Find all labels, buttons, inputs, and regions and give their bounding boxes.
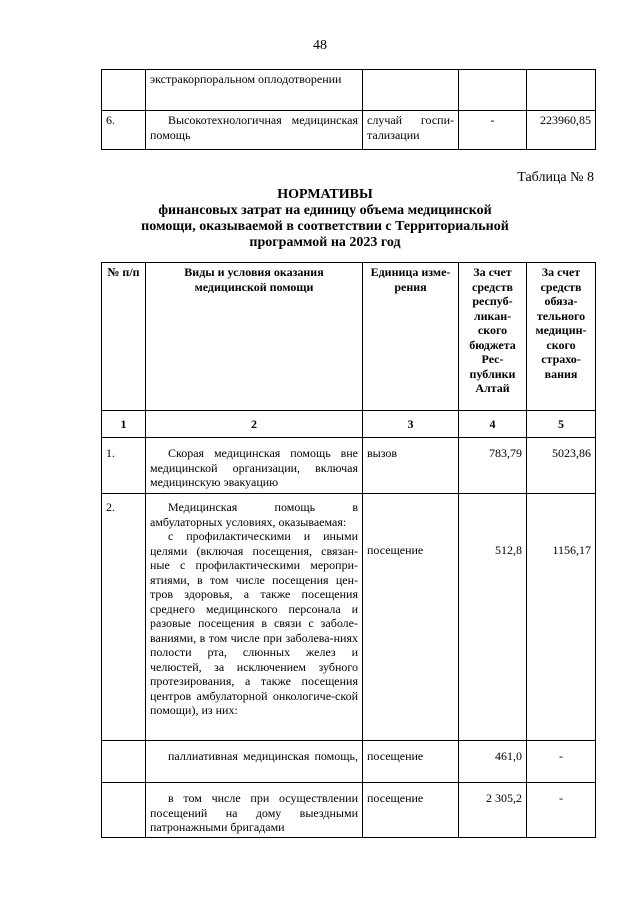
row-budget: [459, 70, 527, 111]
title-line: программой на 2023 год: [249, 235, 401, 250]
row-name-cell: [146, 494, 363, 741]
table-label: Таблица № 8: [517, 170, 594, 185]
row-num: [102, 783, 146, 838]
table-row: [102, 741, 596, 783]
title-line: помощи, оказываемой в соответствии с Территориальной: [141, 219, 509, 234]
header-name: Виды и условия оказания медицинской помощи: [146, 263, 363, 411]
row-budget: 2 305,2: [459, 783, 527, 838]
row-unit: посещение: [363, 741, 459, 783]
row-num: 1.: [102, 438, 146, 494]
row-num: [102, 741, 146, 783]
row-unit: посещение: [363, 783, 459, 838]
col-number: 3: [363, 411, 459, 438]
title-line: финансовых затрат на единицу объема медицинской: [158, 203, 492, 218]
table-row: [102, 494, 596, 741]
row-name: Высокотехнологичная медицинская помощь: [146, 111, 363, 150]
row-name-intro: Медицинская помощь в амбулаторных условиях, оказываемая:: [150, 500, 358, 529]
row-num: [102, 70, 146, 111]
row-name: паллиативная медицинская помощь,: [146, 741, 363, 783]
header-unit: Единица изме-рения: [363, 263, 459, 411]
table-row: [102, 783, 596, 838]
row-num: 2.: [102, 494, 146, 741]
row-oms: -: [527, 741, 596, 783]
row-oms: [527, 70, 596, 111]
row-budget: -: [459, 111, 527, 150]
col-number: 1: [102, 411, 146, 438]
row-name: Скорая медицинская помощь вне медицинской организации, включая медицинскую эвакуацию: [146, 438, 363, 494]
row-unit: [363, 70, 459, 111]
header-row: [102, 263, 596, 411]
row-unit: случай госпи-тализации: [363, 111, 459, 150]
row-oms: -: [527, 783, 596, 838]
column-number-row: [102, 411, 596, 438]
row-name: экстракорпоральном оплодотворении: [146, 70, 363, 111]
header-budget: За счет средств респуб-ликан-ского бюджета Рес-публики Алтай: [459, 263, 527, 411]
header-oms: За счет средств обяза-тельного медицин-ского страхо-вания: [527, 263, 596, 411]
page-title: [100, 187, 550, 251]
top-table: [101, 69, 596, 150]
col-number: 5: [527, 411, 596, 438]
header-num: № п/п: [102, 263, 146, 411]
row-budget: 461,0: [459, 741, 527, 783]
row-name: с профилактическими и иными целями (включая посещения, связан-ные с профилактическими меропри-ятиями, в том числе посещения цен-тров здоровья, а также посещения среднего медицинского персонала и разовые посещения в связи с заболе-ваниями, в том числе при заболева-ниях полости рта, слюнных желез и челюстей, за исключением зубного протезирования, а также посещения центров амбулаторной онкологиче-ской помощи), из них:: [150, 529, 358, 717]
row-unit: вызов: [363, 438, 459, 494]
table-row: [102, 111, 596, 150]
row-name: в том числе при осуществлении посещений на дому выездными патронажными бригадами: [146, 783, 363, 838]
row-budget: 783,79: [459, 438, 527, 494]
title-line: НОРМАТИВЫ: [277, 187, 373, 202]
col-number: 4: [459, 411, 527, 438]
row-oms: 223960,85: [527, 111, 596, 150]
row-oms: 5023,86: [527, 438, 596, 494]
row-unit: посещение: [363, 494, 459, 741]
page-number: 48: [313, 38, 327, 53]
row-oms: 1156,17: [527, 494, 596, 741]
col-number: 2: [146, 411, 363, 438]
table-row: [102, 438, 596, 494]
table-row: [102, 70, 596, 111]
row-num: 6.: [102, 111, 146, 150]
row-budget: 512,8: [459, 494, 527, 741]
main-table: [101, 262, 596, 838]
